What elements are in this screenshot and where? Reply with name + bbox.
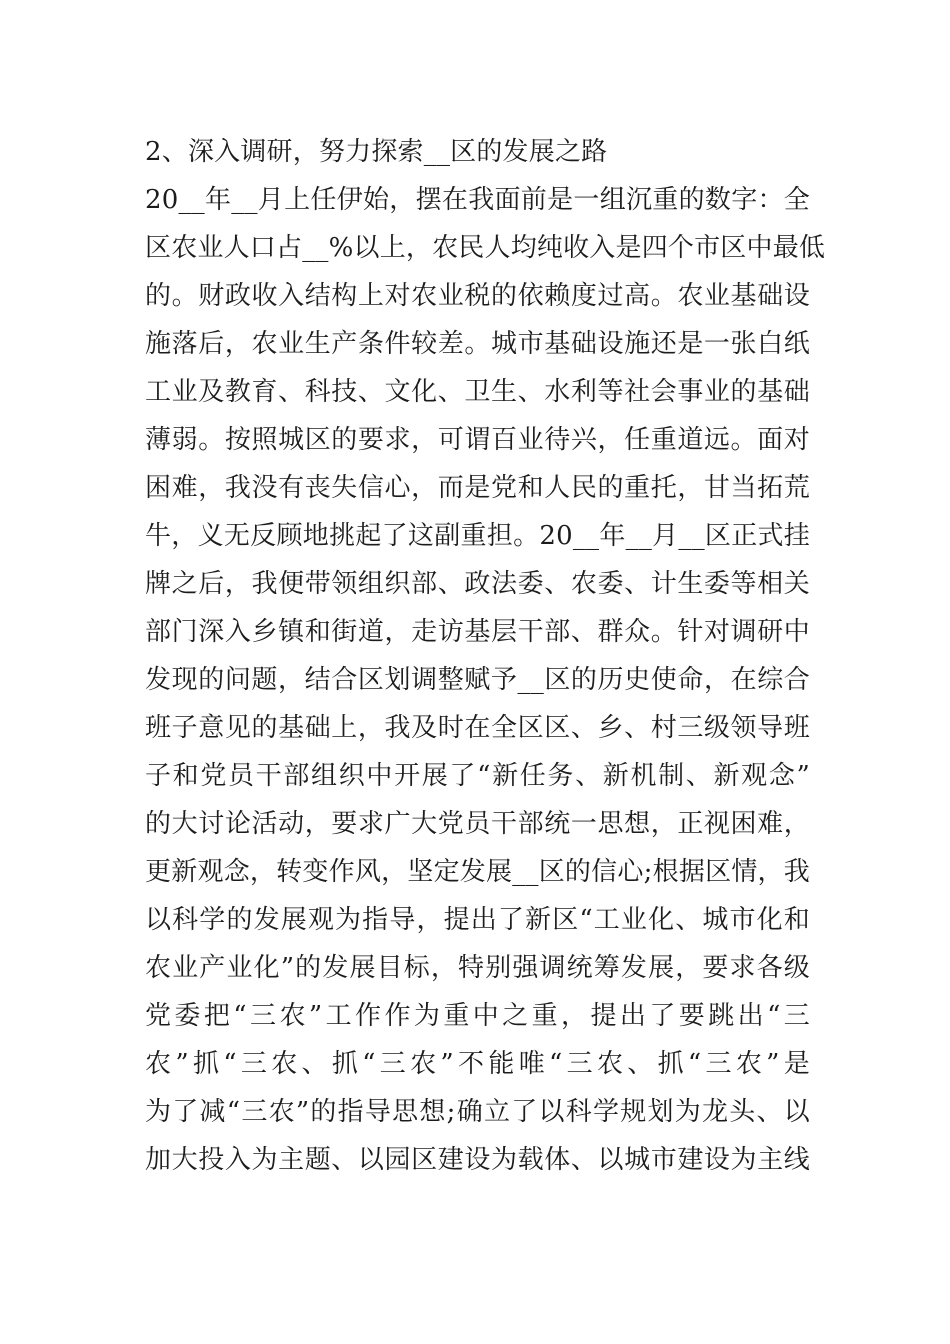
- paragraph-line: 农业产业化”的发展目标，特别强调统筹发展，要求各级: [145, 953, 810, 983]
- paragraph-line: 子和党员干部组织中开展了“新任务、新机制、新观念”: [145, 761, 810, 791]
- paragraph-line: 农”抓“三农、抓“三农”不能唯“三农、抓“三农”是: [145, 1049, 810, 1079]
- paragraph-line: 牌之后，我便带领组织部、政法委、农委、计生委等相关: [145, 569, 810, 599]
- paragraph-line: 牛，义无反顾地挑起了这副重担。20__年__月__区正式挂: [145, 521, 810, 551]
- paragraph-line: 20__年__月上任伊始，摆在我面前是一组沉重的数字：全: [145, 185, 810, 215]
- paragraph-line: 施落后，农业生产条件较差。城市基础设施还是一张白纸: [145, 329, 810, 359]
- paragraph-line: 为了减“三农”的指导思想;确立了以科学规划为龙头、以: [145, 1097, 810, 1127]
- paragraph-line: 以科学的发展观为指导，提出了新区“工业化、城市化和: [145, 905, 810, 935]
- paragraph-line: 区农业人口占__%以上，农民人均纯收入是四个市区中最低: [145, 233, 826, 263]
- paragraph-line: 党委把“三农”工作作为重中之重，提出了要跳出“三: [145, 1001, 810, 1031]
- paragraph-line: 工业及教育、科技、文化、卫生、水利等社会事业的基础: [145, 377, 810, 407]
- paragraph-line: 班子意见的基础上，我及时在全区区、乡、村三级领导班: [145, 713, 810, 743]
- paragraph-line: 发现的问题，结合区划调整赋予__区的历史使命，在综合: [145, 665, 810, 695]
- paragraph-line: 部门深入乡镇和街道，走访基层干部、群众。针对调研中: [145, 617, 810, 647]
- paragraph-line: 困难，我没有丧失信心，而是党和人民的重托，甘当拓荒: [145, 473, 810, 503]
- paragraph-line: 加大投入为主题、以园区建设为载体、以城市建设为主线: [145, 1145, 810, 1175]
- paragraph-line: 的大讨论活动，要求广大党员干部统一思想，正视困难，: [145, 809, 810, 839]
- section-heading: 2、深入调研，努力探索__区的发展之路: [145, 137, 608, 167]
- paragraph-line: 薄弱。按照城区的要求，可谓百业待兴，任重道远。面对: [145, 425, 810, 455]
- paragraph-line: 的。财政收入结构上对农业税的依赖度过高。农业基础设: [145, 281, 810, 311]
- paragraph-line: 更新观念，转变作风，坚定发展__区的信心;根据区情，我: [145, 857, 810, 887]
